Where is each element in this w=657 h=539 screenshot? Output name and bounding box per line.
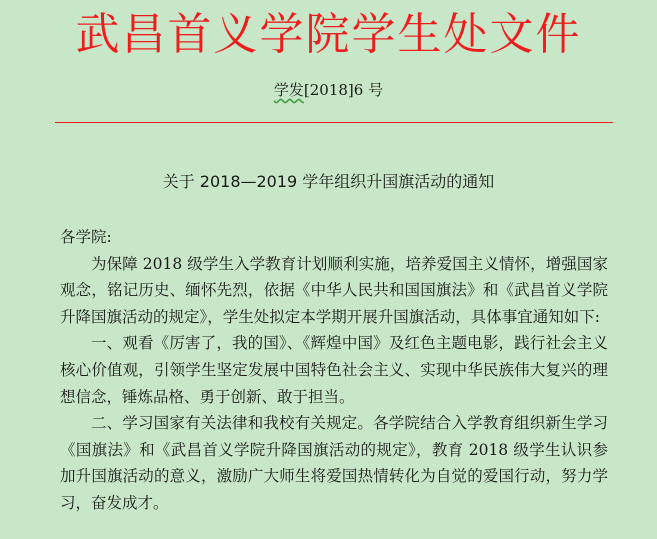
notice-paragraph: 二、学习国家有关法律和我校有关规定。各学院结合入学教育组织新生学习《国旗法》和《武昌首义学院升降国旗活动的规定》，教育 2018 级学生认识参加升国旗活动的意义，激励广大师生将爱国热情转化为自觉的爱国行动，努力学习，奋发成才。	[60, 414, 608, 512]
notice-body	[60, 224, 608, 517]
notice-paragraph: 一、观看《厉害了，我的国》、《辉煌中国》及红色主题电影，践行社会主义核心价值观，引领学生坚定发展中国特色社会主义、实现中华民族伟大复兴的理想信念，锤炼品格、勇于创新、敢于担当。	[60, 334, 608, 406]
notice-paragraph: 为保障 2018 级学生入学教育计划顺利实施，培养爱国主义情怀，增强国家观念，铭记历史、缅怀先烈，依据《中华人民共和国国旗法》和《武昌首义学院升降国旗活动的规定》，学生处拟定本学期开展升国旗活动，具体事宜通知如下:	[60, 254, 608, 326]
document-number-prefix: 学发	[273, 81, 304, 99]
document-number-suffix: [2018]6 号	[303, 81, 384, 99]
header-divider	[55, 122, 613, 123]
notice-salutation: 各学院:	[60, 228, 112, 246]
notice-subject: 关于 2018—2019 学年组织升国旗活动的通知	[162, 172, 495, 191]
document-header-title: 武昌首义学院学生处文件	[75, 9, 582, 60]
document-number	[0, 80, 657, 100]
